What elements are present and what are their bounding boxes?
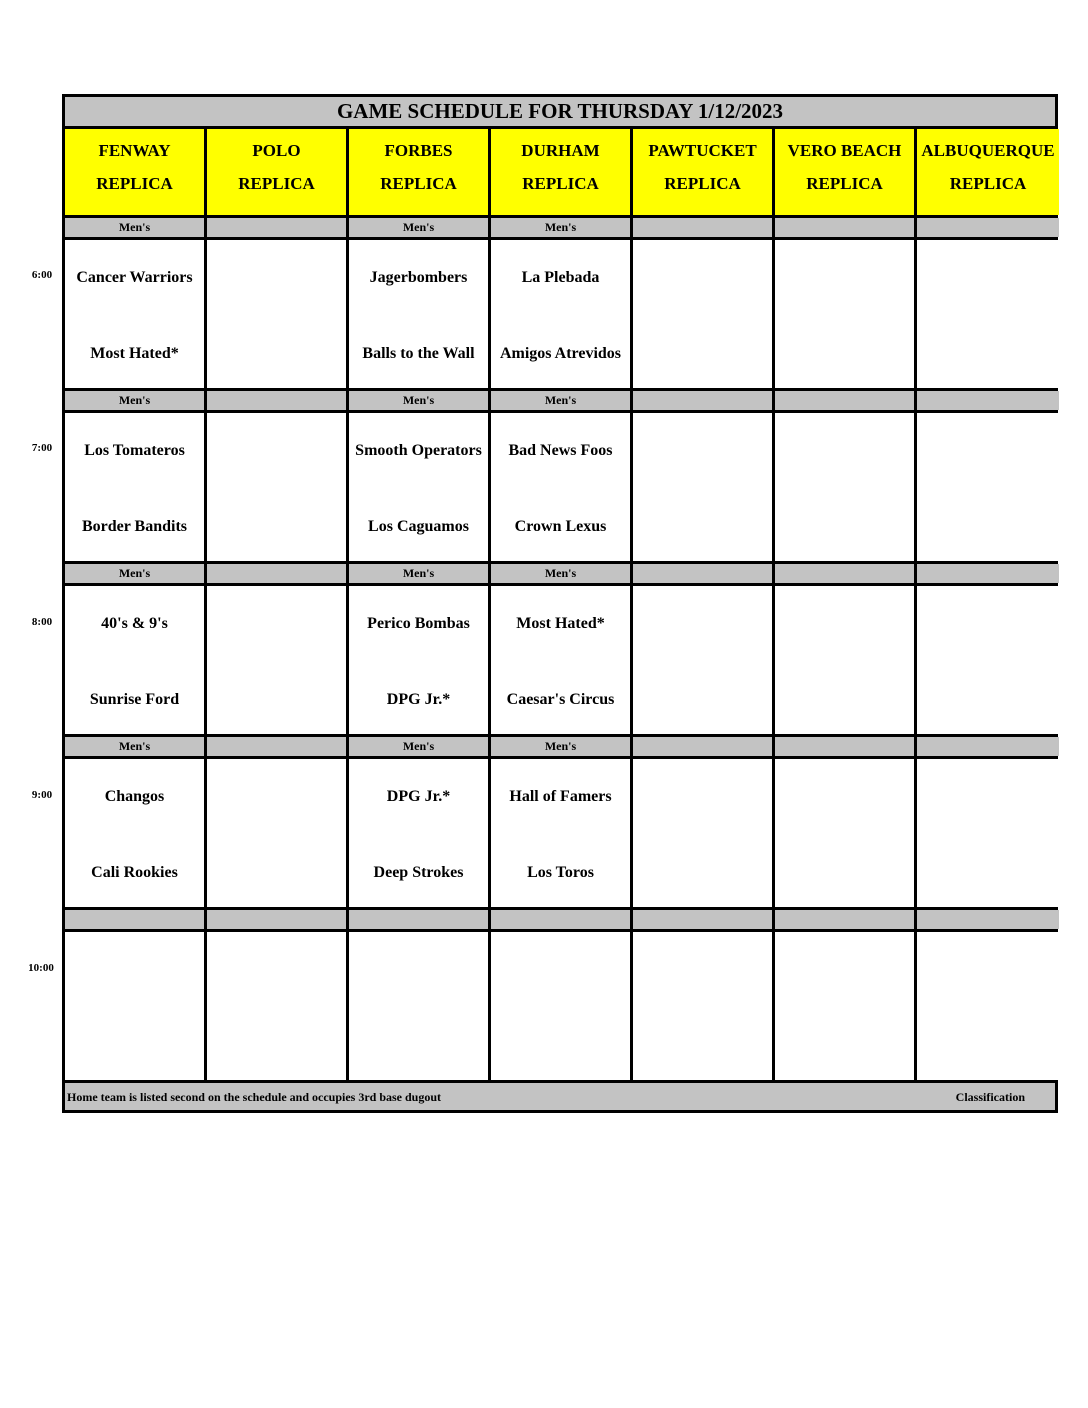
game-cell: [65, 586, 204, 734]
away-team: [633, 946, 772, 992]
home-team: [491, 1022, 630, 1068]
time-slots: [65, 218, 1055, 1083]
classification-label: Classification: [955, 1090, 1025, 1104]
home-team: [633, 330, 772, 376]
away-team: [207, 600, 346, 646]
home-team: [917, 503, 1059, 549]
field-header: [349, 129, 488, 215]
game-cell: [917, 586, 1059, 734]
classification-cell: [207, 564, 346, 583]
home-team: Los Caguamos: [368, 517, 469, 535]
classification-cell: [633, 910, 772, 929]
time-label: 6:00: [31, 269, 53, 281]
game-row: [65, 932, 1055, 1083]
away-team: La Plebada: [521, 268, 600, 286]
away-team: [775, 600, 914, 646]
field-header: [633, 129, 772, 215]
home-team: [775, 1022, 914, 1068]
away-team: [633, 254, 772, 300]
away-team: [775, 254, 914, 300]
classification-cell: Men's: [349, 391, 488, 410]
time-label: 10:00: [28, 962, 54, 975]
time-label: 8:00: [31, 615, 53, 628]
away-team: [65, 946, 204, 992]
classification-cell: [775, 564, 914, 583]
field-name: POLO: [252, 141, 301, 160]
away-team: [349, 946, 488, 992]
game-cell: [349, 759, 488, 907]
field-header-row: [65, 129, 1055, 218]
footer-row: [65, 1083, 1055, 1110]
game-cell: [207, 413, 346, 561]
schedule-table: [62, 94, 1058, 1113]
time-label: 7:00: [31, 442, 53, 455]
game-cell: [491, 932, 630, 1080]
home-team: [633, 676, 772, 722]
home-team: Deep Strokes: [373, 863, 464, 881]
field-header: [491, 129, 630, 215]
classification-cell: [917, 391, 1059, 410]
game-cell: [349, 413, 488, 561]
game-cell: [65, 759, 204, 907]
time-label: 9:00: [31, 788, 53, 801]
classification-cell: Men's: [491, 218, 630, 237]
home-team: [633, 1022, 772, 1068]
field-name: ALBUQUERQUE: [921, 141, 1055, 160]
away-team: Hall of Famers: [509, 787, 612, 805]
away-team: Bad News Foos: [508, 441, 613, 459]
classification-row: [65, 218, 1055, 240]
field-header: [207, 129, 346, 215]
schedule-title: GAME SCHEDULE FOR THURSDAY 1/12/2023: [65, 97, 1055, 129]
game-cell: [917, 240, 1059, 388]
classification-cell: Men's: [65, 391, 204, 410]
away-team: Perico Bombas: [367, 614, 470, 632]
classification-cell: [633, 391, 772, 410]
classification-cell: [917, 564, 1059, 583]
game-cell: [65, 240, 204, 388]
classification-cell: [349, 910, 488, 929]
field-subtitle: REPLICA: [238, 174, 315, 193]
away-team: [917, 254, 1059, 300]
game-row: [65, 240, 1055, 391]
home-team: [207, 503, 346, 549]
game-cell: [633, 759, 772, 907]
classification-cell: [207, 391, 346, 410]
game-cell: [917, 759, 1059, 907]
field-name: FORBES: [384, 141, 453, 160]
game-row: [65, 413, 1055, 564]
home-team: Amigos Atrevidos: [499, 344, 622, 362]
away-team: [775, 946, 914, 992]
home-team: [207, 1022, 346, 1068]
home-team: [917, 1022, 1059, 1068]
game-cell: [349, 240, 488, 388]
away-team: [633, 773, 772, 819]
away-team: [207, 427, 346, 473]
classification-cell: [775, 737, 914, 756]
classification-cell: Men's: [349, 737, 488, 756]
classification-cell: [633, 564, 772, 583]
game-cell: [491, 759, 630, 907]
home-team: [917, 330, 1059, 376]
game-cell: [207, 932, 346, 1080]
game-cell: [633, 413, 772, 561]
away-team: [633, 427, 772, 473]
classification-cell: [633, 737, 772, 756]
game-cell: [491, 586, 630, 734]
classification-cell: Men's: [491, 391, 630, 410]
game-row: [65, 586, 1055, 737]
away-team: [633, 600, 772, 646]
home-team: [65, 1022, 204, 1068]
game-cell: [207, 240, 346, 388]
classification-cell: [491, 910, 630, 929]
field-subtitle: REPLICA: [96, 174, 173, 193]
classification-row: [65, 564, 1055, 586]
field-header: [65, 129, 204, 215]
game-cell: [207, 759, 346, 907]
away-team: [491, 946, 630, 992]
field-name: FENWAY: [98, 141, 171, 160]
classification-cell: [775, 910, 914, 929]
game-cell: [633, 932, 772, 1080]
away-team: [775, 427, 914, 473]
away-team: [775, 773, 914, 819]
home-team: [207, 676, 346, 722]
game-cell: [917, 413, 1059, 561]
home-team: [633, 503, 772, 549]
game-cell: [917, 932, 1059, 1080]
field-subtitle: REPLICA: [949, 174, 1027, 193]
classification-cell: [207, 910, 346, 929]
away-team: DPG Jr.*: [386, 787, 451, 805]
classification-cell: Men's: [349, 564, 488, 583]
home-team: [207, 849, 346, 895]
home-team: [633, 849, 772, 895]
game-cell: [775, 240, 914, 388]
away-team: Jagerbombers: [369, 268, 468, 286]
home-team: [207, 330, 346, 376]
away-team: [917, 600, 1059, 646]
home-team: DPG Jr.*: [386, 690, 451, 708]
home-team: [917, 849, 1059, 895]
home-team: Cali Rookies: [91, 863, 178, 881]
game-cell: [65, 932, 204, 1080]
home-team: Los Toros: [527, 863, 594, 881]
home-team: [775, 503, 914, 549]
home-team: Sunrise Ford: [89, 690, 180, 708]
home-team: [775, 330, 914, 376]
home-team: Balls to the Wall: [362, 344, 475, 362]
field-header: [917, 129, 1059, 215]
classification-row: [65, 391, 1055, 413]
classification-cell: [207, 737, 346, 756]
field-name: DURHAM: [521, 141, 600, 160]
away-team: [917, 946, 1059, 992]
game-cell: [349, 932, 488, 1080]
classification-cell: [207, 218, 346, 237]
classification-cell: Men's: [65, 218, 204, 237]
away-team: [207, 946, 346, 992]
field-subtitle: REPLICA: [806, 174, 883, 193]
game-cell: [775, 586, 914, 734]
field-name: VERO BEACH: [787, 141, 902, 160]
game-cell: [633, 586, 772, 734]
classification-cell: Men's: [349, 218, 488, 237]
home-team-note: Home team is listed second on the schedule and occupies 3rd base dugout: [67, 1090, 442, 1104]
away-team: Most Hated*: [516, 614, 605, 632]
away-team: [917, 773, 1059, 819]
field-name: PAWTUCKET: [648, 141, 757, 160]
classification-row: [65, 910, 1055, 932]
home-team: [775, 849, 914, 895]
game-cell: [633, 240, 772, 388]
away-team: [207, 773, 346, 819]
classification-cell: [917, 910, 1059, 929]
home-team: [917, 676, 1059, 722]
classification-cell: Men's: [65, 564, 204, 583]
game-cell: [349, 586, 488, 734]
classification-cell: [775, 391, 914, 410]
away-team: [917, 427, 1059, 473]
game-cell: [775, 413, 914, 561]
classification-row: [65, 737, 1055, 759]
home-team: Crown Lexus: [514, 517, 607, 535]
away-team: Cancer Warriors: [76, 268, 193, 286]
away-team: [207, 254, 346, 300]
home-team: [775, 676, 914, 722]
game-cell: [491, 240, 630, 388]
game-cell: [207, 586, 346, 734]
home-team: Most Hated*: [90, 344, 179, 362]
home-team: [349, 1022, 488, 1068]
away-team: Los Tomateros: [84, 441, 185, 459]
classification-cell: Men's: [491, 737, 630, 756]
classification-cell: [65, 910, 204, 929]
classification-cell: [917, 218, 1059, 237]
game-row: [65, 759, 1055, 910]
away-team: Changos: [104, 787, 165, 805]
away-team: Smooth Operators: [355, 441, 482, 459]
classification-cell: [633, 218, 772, 237]
game-cell: [65, 413, 204, 561]
field-subtitle: REPLICA: [664, 174, 741, 193]
game-cell: [775, 932, 914, 1080]
field-subtitle: REPLICA: [522, 174, 599, 193]
classification-cell: [917, 737, 1059, 756]
home-team: Border Bandits: [81, 517, 188, 535]
classification-cell: [775, 218, 914, 237]
field-header: [775, 129, 914, 215]
home-team: Caesar's Circus: [506, 690, 615, 708]
classification-cell: Men's: [65, 737, 204, 756]
field-subtitle: REPLICA: [380, 174, 457, 193]
away-team: 40's & 9's: [101, 614, 168, 632]
classification-cell: Men's: [491, 564, 630, 583]
game-cell: [491, 413, 630, 561]
game-cell: [775, 759, 914, 907]
